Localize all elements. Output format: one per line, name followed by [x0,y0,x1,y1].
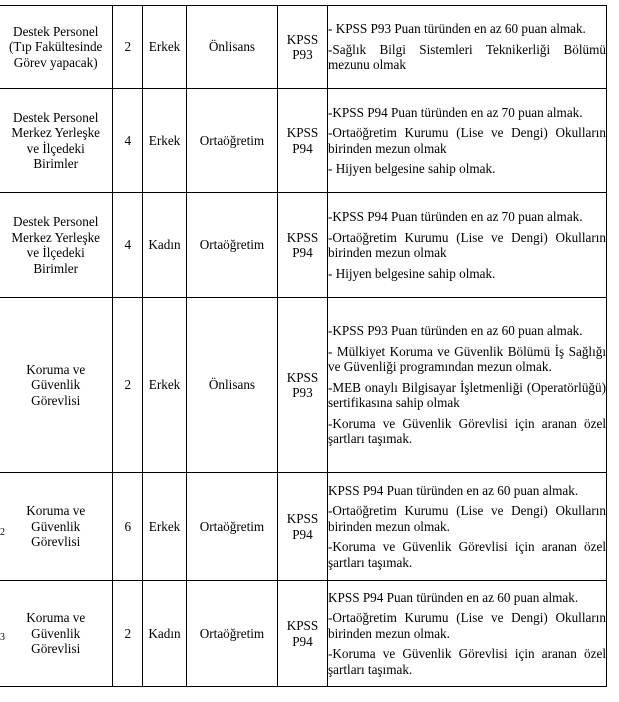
kpss-cell [277,581,327,687]
count-cell: 2 [113,581,143,687]
gender-cell: Erkek [143,298,187,473]
position-line: Güvenlik [31,625,81,641]
clipped-row-number: 2 [0,527,5,538]
position-cell [0,89,113,193]
position-line: Güvenlik [31,518,81,534]
requirements-cell [328,581,607,687]
positions-table [0,5,607,687]
kpss-cell [277,193,327,298]
position-line: Görevlisi [31,534,81,550]
position-line: Destek Personel [13,23,99,39]
requirement-item: -KPSS P93 Puan türünden en az 60 puan almak. [328,323,583,339]
kpss-cell [277,298,327,473]
position-cell [0,473,113,581]
position-line: ve İlçedeki [26,245,85,260]
requirement-item: -Koruma ve Güvenlik Görevlisi için aranan özel şartları taşımak. [328,646,606,677]
education-cell: Önlisans [187,298,278,473]
gender-cell: Erkek [143,473,187,581]
table-row [0,581,607,687]
position-cell [0,581,113,687]
kpss-cell [277,473,327,581]
kpss-line: KPSS [286,369,319,385]
requirement-item: KPSS P94 Puan türünden en az 60 puan almak. [328,589,579,605]
table-row [0,193,607,298]
kpss-line: KPSS [286,125,319,140]
count-cell: 4 [113,89,143,193]
position-line: Koruma ve [26,361,86,377]
requirements-cell [328,298,607,473]
kpss-line: KPSS [286,229,319,245]
requirements-cell [328,6,607,89]
table-body [0,6,607,687]
education-cell: Ortaöğretim [187,89,278,193]
position-line: Birimler [33,260,79,276]
kpss-line: P93 [292,385,313,400]
requirement-item: -Ortaöğretim Kurumu (Lise ve Dengi) Okulların birinden mezun olmak [328,125,606,156]
position-cell [0,6,113,89]
count-cell: 2 [113,298,143,473]
requirement-item: -MEB onaylı Bilgisayar İşletmenliği (Operatörlüğü) sertifikasına sahip olmak [328,379,606,411]
kpss-line: P94 [292,140,313,156]
table-row [0,89,607,193]
requirement-item: - Hijyen belgesine sahip olmak. [328,161,496,176]
requirements-cell [328,473,607,581]
position-line: Görevlisi [31,641,81,657]
kpss-line: P94 [292,245,313,260]
kpss-line: KPSS [286,511,319,526]
kpss-cell [277,89,327,193]
position-line: (Tıp Fakültesinde [9,39,103,55]
kpss-line: KPSS [286,31,319,47]
position-line: Destek Personel [13,214,99,229]
position-line: Koruma ve [26,610,86,626]
position-line: ve İlçedeki [26,140,85,156]
requirement-item: -Ortaöğretim Kurumu (Lise ve Dengi) Okulların birinden mezun olmak. [328,610,606,641]
position-line: Merkez Yerleşke [11,125,101,140]
requirement-item: -Koruma ve Güvenlik Görevlisi için aranan özel şartları taşımak. [328,415,606,447]
education-cell: Ortaöğretim [187,193,278,298]
kpss-line: KPSS [286,618,319,633]
gender-cell: Kadın [143,193,187,298]
requirement-item: - KPSS P93 Puan türünden en az 60 puan almak. [328,21,586,37]
table-row [0,298,607,473]
gender-cell: Kadın [143,581,187,687]
kpss-cell [277,6,327,89]
position-line: Koruma ve [26,503,86,519]
count-cell: 6 [113,473,143,581]
requirement-item: -Sağlık Bilgi Sistemleri Teknikerliği Bölümü mezunu olmak [328,41,606,73]
requirement-item: - Hijyen belgesine sahip olmak. [328,265,496,281]
requirement-item: KPSS P94 Puan türünden en az 60 puan almak. [328,482,579,498]
position-line: Görevlisi [31,392,81,408]
requirement-item: -Ortaöğretim Kurumu (Lise ve Dengi) Okulların birinden mezun olmak. [328,503,606,534]
requirement-item: -KPSS P94 Puan türünden en az 70 puan almak. [328,209,583,224]
count-cell: 2 [113,6,143,89]
kpss-line: P94 [292,526,313,542]
education-cell: Önlisans [187,6,278,89]
requirement-item: -KPSS P94 Puan türünden en az 70 puan almak. [328,104,583,120]
position-line: Güvenlik [31,377,81,393]
requirement-item: -Ortaöğretim Kurumu (Lise ve Dengi) Okulların birinden mezun olmak [328,229,606,260]
education-cell: Ortaöğretim [187,581,278,687]
count-cell: 4 [113,193,143,298]
gender-cell: Erkek [143,6,187,89]
table-row [0,473,607,581]
requirements-cell [328,89,607,193]
clipped-row-number: 3 [0,632,5,643]
position-line: Merkez Yerleşke [11,229,101,245]
gender-cell: Erkek [143,89,187,193]
kpss-line: P94 [292,633,313,649]
requirement-item: - Mülkiyet Koruma ve Güvenlik Bölümü İş Sağlığı ve Güvenliği programından mezun olmak. [328,343,606,375]
position-cell [0,193,113,298]
requirements-cell [328,193,607,298]
requirement-item: -Koruma ve Güvenlik Görevlisi için aranan özel şartları taşımak. [328,539,606,570]
position-line: Birimler [33,156,79,171]
education-cell: Ortaöğretim [187,473,278,581]
position-cell [0,298,113,473]
table-row [0,6,607,89]
position-line: Destek Personel [13,109,99,125]
position-line: Görev yapacak) [13,54,98,70]
kpss-line: P93 [292,47,313,62]
